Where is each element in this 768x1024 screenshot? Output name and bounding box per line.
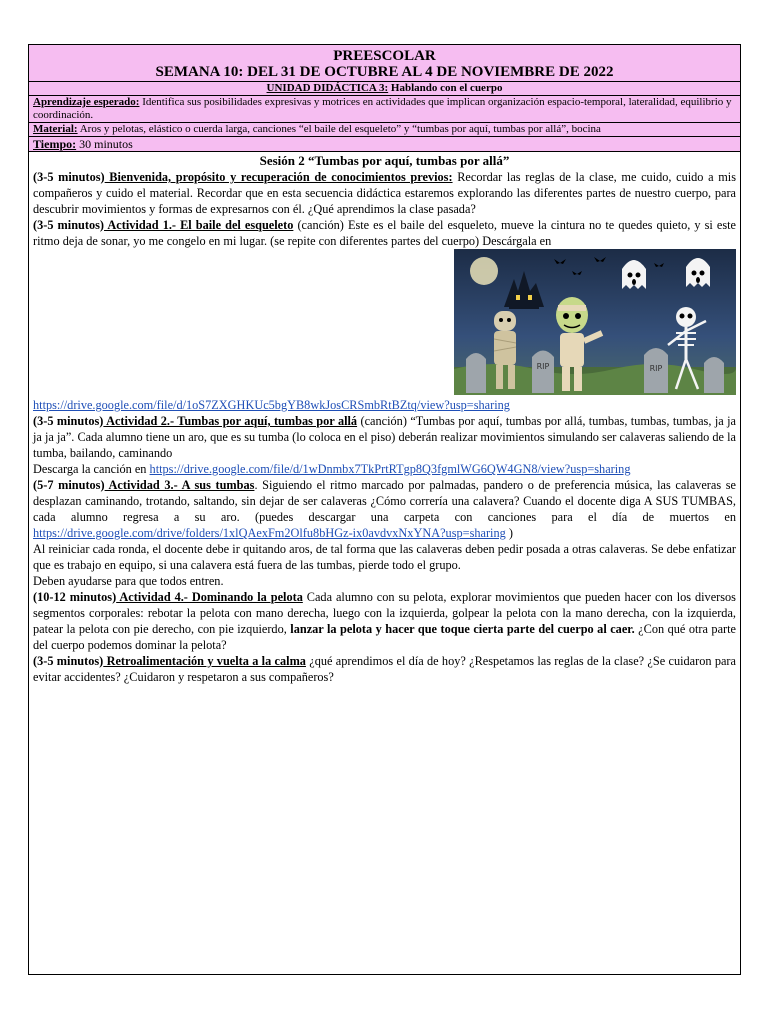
activity-4-heading: Actividad 4.- Dominando la pelota: [116, 590, 303, 604]
activity-3-paragraph-2: Al reiniciar cada ronda, el docente debe ir quitando aros, de tal forma que las calaveras deben pedir posada a otras calaveras. Se debe enfatizar que es trabajo en equipo, si una calavera está fuera de las tumbas, pierde todo el grupo.: [33, 542, 736, 572]
activity-4-time: (10-12 minutos): [33, 590, 117, 604]
activity-2-text: (canción) “Tumbas por aquí, tumbas por allá, tumbas, tumbas, tumbas, ja ja ja ja ja”. Cada alumno tiene un aro, que es su tumba (lo coloca en el piso) deberán realizar movimientos simulando ser calaveras saliendo de la tumba, bailando, caminando: [33, 414, 736, 460]
unidad-row: [29, 82, 740, 96]
week-subtitle: SEMANA 10: DEL 31 DE OCTUBRE AL 4 DE NOVIEMBRE DE 2022: [29, 64, 740, 82]
tombstone-label: RIP: [536, 362, 550, 371]
activity-1-download-link[interactable]: https://drive.google.com/file/d/1oS7ZXGHKUc5bgYB8wkJosCRSmbRtBZtq/view?usp=sharing: [33, 398, 510, 412]
halloween-skeleton-dance-illustration-icon: [454, 249, 736, 395]
activity-2-download-link[interactable]: https://drive.google.com/file/d/1wDnmbx7TkPrtRTgp8Q3fgmlWG6QW4GN8/view?usp=sharing: [149, 462, 631, 476]
activity-1-heading: Actividad 1.- El baile del esqueleto: [104, 218, 294, 232]
activity-3-close: ): [505, 526, 513, 540]
material-label: Material:: [33, 123, 78, 135]
activity-3-text: . Siguiendo el ritmo marcado por palmadas, pandero o de preferencia música, las calaveras se desplazan caminando, trotando, saltando, sin dejar de ser calaveras ¿Cómo correría una calavera? Cuando el docente diga A SUS TUMBAS, cada alumno regresa a su aro. (puedes descargar una carpeta con canciones para el día de muertos en: [33, 478, 736, 524]
activity-1-link-line: [33, 397, 736, 413]
lesson-header: [29, 45, 740, 152]
session-title: Sesión 2 “Tumbas por aquí, tumbas por allá”: [259, 153, 510, 168]
halloween-illustration: [454, 249, 736, 395]
aprendizaje-label: Aprendizaje esperado:: [33, 96, 140, 108]
intro-time: (3-5 minutos): [33, 170, 105, 184]
activity-2-heading: Actividad 2.- Tumbas por aquí, tumbas por allá: [103, 414, 358, 428]
intro-text: Recordar las reglas de la clase, me cuido, cuido a mis compañeros y cuido el material. Recordar que en esta secuencia didáctica estaremos explorando las diferentes partes de nuestro cuerpo, para descubrir movimientos y formas de expresarnos con él. ¿Qué aprendimos la clase pasada?: [33, 170, 737, 216]
activity-2-download-label: Descarga la canción en: [33, 462, 150, 476]
tiempo-row: [29, 137, 740, 151]
activity-2-download-line: [33, 461, 736, 477]
activity-3-heading: Actividad 3.- A sus tumbas: [104, 478, 255, 492]
activity-4-end: ¿Con qué otra parte del cuerpo podemos dominar la pelota?: [33, 622, 737, 652]
intro-paragraph: [33, 169, 736, 217]
unidad-label: UNIDAD DIDÁCTICA 3:: [266, 82, 389, 94]
activity-1-text: (canción) Este es el baile del esqueleto, mueve la cintura no te quedes quieto, y si este ritmo deja de sonar, yo me congelo en mi lugar. (se repite con diferentes partes del cuerpo) Descárgala en: [33, 218, 736, 248]
session-body: [29, 152, 740, 685]
tiempo-label: Tiempo:: [33, 137, 77, 151]
activity-3-paragraph-3: Deben ayudarse para que todos entren.: [33, 574, 224, 588]
material-row: [29, 123, 740, 137]
activity-1-time: (3-5 minutos): [33, 218, 105, 232]
page-title: PREESCOLAR: [333, 48, 436, 64]
retro-heading: Retroalimentación y vuelta a la calma: [103, 654, 306, 668]
activity-4-bold-text: lanzar la pelota y hacer que toque cierta parte del cuerpo al caer.: [290, 622, 635, 636]
activity-4-text: Cada alumno con su pelota, explorar movimientos que pueden hacer con los diversos segmentos corporales: rebotar la pelota con mano derecha, luego con la izquierda, golpear la pelota con la mano derecha, con la izquierda, patear la pelota con pie derecho, con pie izquierdo,: [33, 590, 736, 636]
activity-4-paragraph: [33, 589, 736, 653]
activity-1-paragraph: [33, 217, 736, 249]
unidad-text: Hablando con el cuerpo: [390, 82, 503, 94]
retro-text: ¿qué aprendimos el día de hoy? ¿Respetamos las reglas de la clase? ¿Se cuidaron para evitar accidentes? ¿Cuidaron y respetaron a sus compañeros?: [33, 654, 736, 684]
activity-2-paragraph: [33, 413, 736, 461]
material-text: Aros y pelotas, elástico o cuerda larga, canciones “el baile del esqueleto” y “tumbas por aquí, tumbas por allá”, bocina: [77, 123, 601, 135]
retro-paragraph: [33, 653, 736, 685]
intro-heading: Bienvenida, propósito y recuperación de conocimientos previos:: [104, 170, 453, 184]
tiempo-text: 30 minutos: [76, 137, 133, 151]
lesson-plan-document: [28, 44, 741, 975]
aprendizaje-row: [29, 96, 740, 123]
activity-3-folder-link[interactable]: https://drive.google.com/drive/folders/1xlQAexFm2Olfu8bHGz-ix0avdvxNxYNA?usp=sharing: [33, 526, 506, 540]
aprendizaje-text: Identifica sus posibilidades expresivas y motrices en actividades que implican organización espacio-temporal, lateralidad, equilibrio y coordinación.: [33, 96, 732, 121]
activity-3-paragraph: [33, 477, 736, 541]
tombstone-label-2: RIP: [649, 364, 663, 373]
retro-time: (3-5 minutos): [33, 654, 104, 668]
activity-2-time: (3-5 minutos): [33, 414, 104, 428]
activity-3-time: (5-7 minutos): [33, 478, 105, 492]
